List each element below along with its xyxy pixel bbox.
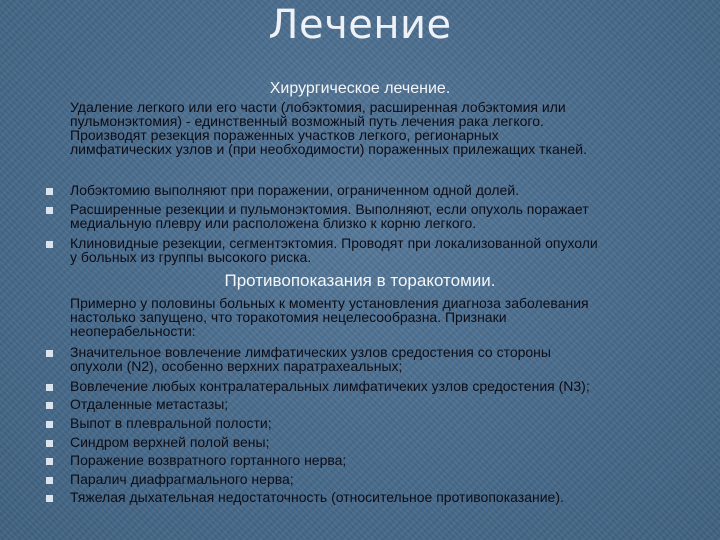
surgery-intro: [70, 100, 690, 156]
list-item-line: Выпот в плевральной полости;: [70, 415, 272, 431]
bullet-icon: [46, 384, 53, 391]
list-item: [70, 379, 700, 393]
list-item-line: медиальную плевру или расположена близко к корню легкого.: [70, 215, 477, 231]
bullet-icon: [46, 495, 53, 502]
list-item: [70, 490, 700, 504]
surgery-intro-line: лимфатических узлов и (при необходимости) пораженных прилежащих тканей.: [70, 141, 588, 157]
list-item: [70, 453, 700, 467]
list-item-line: Синдром верхней полой вены;: [70, 434, 270, 450]
contra-intro-line: настолько запущено, что торакотомия нецелесообразна. Признаки: [70, 309, 507, 325]
bullet-icon: [46, 458, 53, 465]
list-item: [70, 202, 700, 230]
bullet-icon: [46, 440, 53, 447]
list-item-line: Расширенные резекции и пульмонэктомия. Выполняют, если опухоль поражает: [70, 201, 589, 217]
list-item: [70, 435, 700, 449]
bullet-icon: [46, 207, 53, 214]
list-item-line: у больных из группы высокого риска.: [70, 249, 312, 265]
list-item-line: Тяжелая дыхательная недостаточность (относительное противопоказание).: [70, 489, 564, 505]
list-item-line: опухоли (N2), особенно верхних паратрахеальных;: [70, 358, 403, 374]
bullet-icon: [46, 402, 53, 409]
slide-title: Лечение: [268, 2, 452, 48]
list-item: [70, 416, 700, 430]
contra-intro-line: Примерно у половины больных к моменту установления диагноза заболевания: [70, 295, 589, 311]
list-item-line: Значительное вовлечение лимфатических узлов средостения со стороны: [70, 344, 551, 360]
list-item-line: Паралич диафрагмального нерва;: [70, 471, 294, 487]
bullet-icon: [46, 421, 53, 428]
surgery-heading: Хирургическое лечение.: [269, 80, 451, 97]
list-item: [70, 236, 700, 264]
list-item: [70, 397, 700, 411]
contra-intro-line: неоперабельности:: [70, 323, 196, 339]
list-item: [70, 183, 700, 197]
surgery-intro-line: пульмонэктомия) - единственный возможный путь лечения рака легкого.: [70, 113, 544, 129]
surgery-intro-line: Удаление легкого или его части (лобэктомия, расширенная лобэктомия или: [70, 99, 566, 115]
surgery-intro-line: Производят резекция пораженных участков легкого, регионарных: [70, 127, 499, 143]
bullet-icon: [46, 477, 53, 484]
list-item-line: Лобэктомию выполняют при поражении, ограниченном одной долей.: [70, 182, 520, 198]
list-item-line: Отдаленные метастазы;: [70, 396, 229, 412]
list-item: [70, 472, 700, 486]
list-item-line: Поражение возвратного гортанного нерва;: [70, 452, 347, 468]
list-item-line: Клиновидные резекции, сегментэктомия. Проводят при локализованной опухоли: [70, 235, 598, 251]
bullet-icon: [46, 350, 53, 357]
list-item: [70, 345, 700, 373]
bullet-icon: [46, 188, 53, 195]
list-item-line: Вовлечение любых контралатеральных лимфатичеких узлов средостения (N3);: [70, 378, 590, 394]
bullet-icon: [46, 241, 53, 248]
contra-intro: [70, 296, 690, 338]
contra-heading: Противопоказания в торакотомии.: [224, 271, 496, 290]
